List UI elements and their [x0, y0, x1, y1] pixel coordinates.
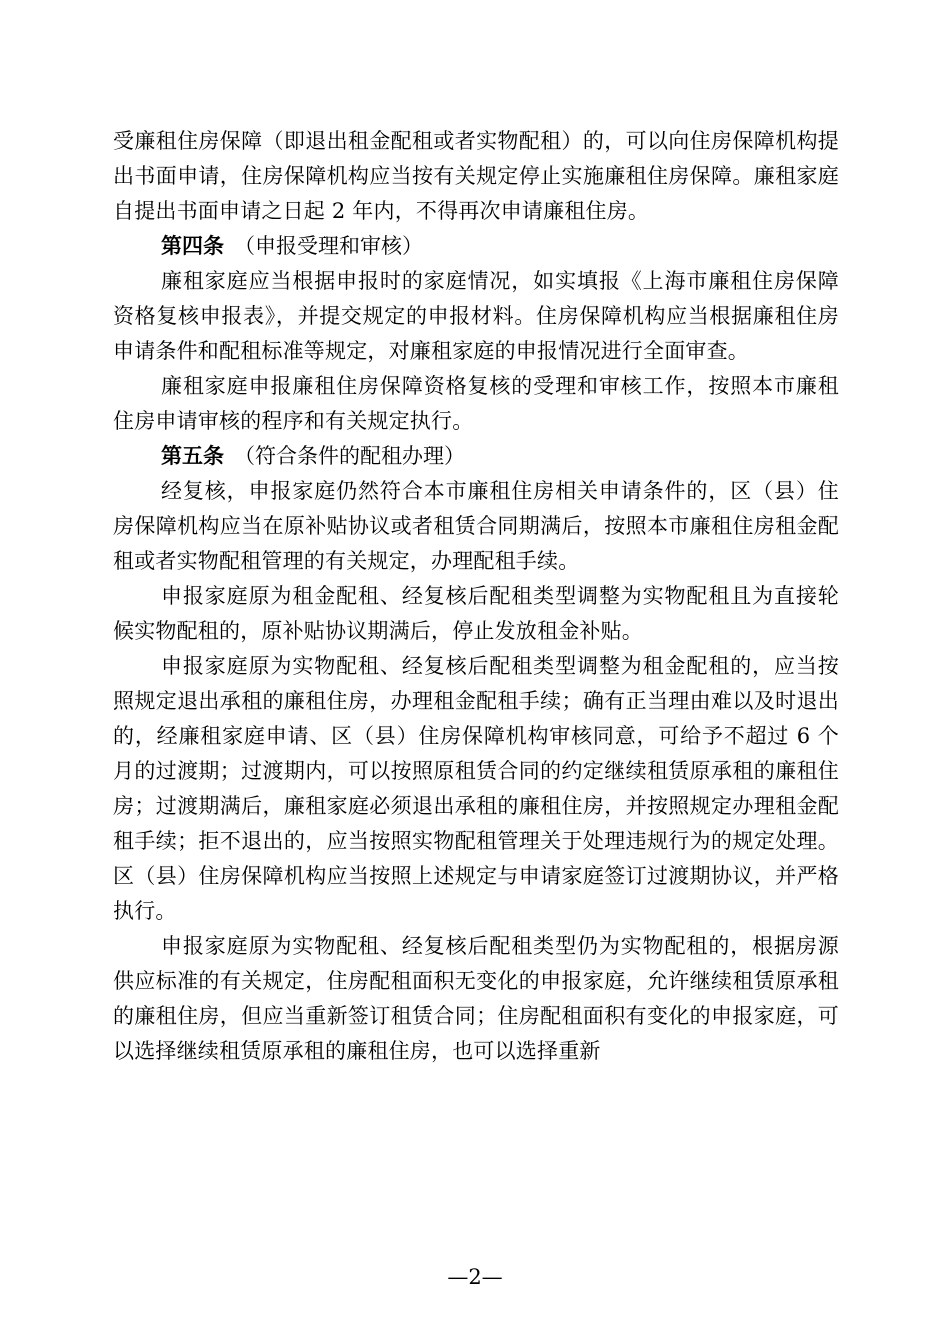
paragraph: 经复核，申报家庭仍然符合本市廉租住房相关申请条件的，区（县）住房保障机构应当在原补贴协议或者租赁合同期满后，按照本市廉租住房租金配租或者实物配租管理的有关规定，办理配租手续。 — [113, 479, 839, 573]
paragraph-continued: 受廉租住房保障（即退出租金配租或者实物配租）的，可以向住房保障机构提出书面申请，住房保障机构应当按有关规定停止实施廉租住房保障。廉租家庭自提出书面申请之日起 2 年内，不得再次申请廉租住房。 — [113, 129, 839, 223]
paragraph: 申报家庭原为实物配租、经复核后配租类型调整为租金配租的，应当按照规定退出承租的廉租住房，办理租金配租手续；确有正当理由难以及时退出的，经廉租家庭申请、区（县）住房保障机构审核同意，可给予不超过 6 个月的过渡期；过渡期内，可以按照原租赁合同的约定继续租赁原承租的廉租住房；过渡期满后，廉租家庭必须退出承租的廉租住房，并按照规定办理租金配租手续；拒不退出的，应当按照实物配租管理关于处理违规行为的规定处理。区（县）住房保障机构应当按照上述规定与申请家庭签订过渡期协议，并严格执行。 — [113, 654, 839, 923]
paragraph: 廉租家庭申报廉租住房保障资格复核的受理和审核工作，按照本市廉租住房申请审核的程序和有关规定执行。 — [113, 374, 839, 433]
document-body — [113, 124, 839, 1069]
article-heading-5 — [113, 439, 839, 474]
article-number: 第五条 — [161, 444, 224, 468]
article-heading-4 — [113, 229, 839, 264]
page-number: —2— — [447, 1265, 503, 1289]
article-number: 第四条 — [161, 234, 224, 258]
paragraph: 廉租家庭应当根据申报时的家庭情况，如实填报《上海市廉租住房保障资格复核申报表》，并提交规定的申报材料。住房保障机构应当根据廉租住房申请条件和配租标准等规定，对廉租家庭的申报情况进行全面审查。 — [113, 269, 839, 363]
paragraph: 申报家庭原为实物配租、经复核后配租类型仍为实物配租的，根据房源供应标准的有关规定，住房配租面积无变化的申报家庭，允许继续租赁原承租的廉租住房，但应当重新签订租赁合同；住房配租面积有变化的申报家庭，可以选择继续租赁原承租的廉租住房，也可以选择重新 — [113, 934, 839, 1063]
paragraph: 申报家庭原为租金配租、经复核后配租类型调整为实物配租且为直接轮候实物配租的，原补贴协议期满后，停止发放租金补贴。 — [113, 584, 839, 643]
article-topic: （符合条件的配租办理） — [234, 444, 465, 468]
article-topic: （申报受理和审核） — [234, 234, 423, 258]
